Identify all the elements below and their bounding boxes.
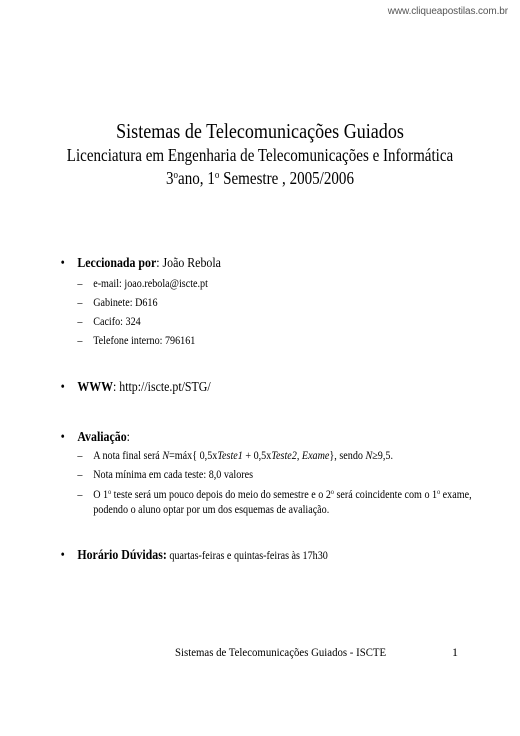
- dash-icon: –: [77, 489, 83, 501]
- lecturer-locker: [58, 313, 463, 332]
- dash-icon: –: [77, 335, 83, 347]
- semester-ordinal: o: [214, 170, 220, 182]
- formula-text: =máx{ 0,5x: [169, 450, 218, 462]
- year-mid: ano, 1: [178, 168, 215, 188]
- dash-icon: –: [77, 450, 83, 462]
- page-number: 1: [452, 645, 458, 659]
- tests-text: será coincidente com o 1: [333, 489, 438, 501]
- lecturer-section: [58, 254, 463, 351]
- evaluation-label: Avaliação: [77, 429, 127, 444]
- lecturer-office: [58, 294, 463, 313]
- office-text: Gabinete: D616: [93, 297, 158, 309]
- dash-icon: –: [77, 316, 83, 328]
- formula-text: + 0,5x: [242, 450, 272, 462]
- course-name: Licenciatura em Engenharia de Telecomunicações e Informática: [66, 145, 454, 165]
- year-number: 3: [166, 168, 174, 188]
- tests-text: exame, podendo o aluno optar por um dos esquemas de avaliação.: [93, 489, 472, 516]
- office-hours-section: [58, 546, 463, 565]
- dash-icon: –: [77, 278, 83, 290]
- dash-icon: –: [77, 469, 83, 481]
- year-semester: [36, 167, 483, 190]
- lecturer-bullet: [58, 254, 463, 272]
- www-section: [58, 378, 463, 396]
- watermark-url: www.cliqueapostilas.com.br: [387, 6, 508, 17]
- formula-var: Exame: [301, 450, 330, 462]
- office-hours-bullet: [58, 546, 463, 565]
- dash-icon: –: [77, 297, 83, 309]
- formula-text: A nota final será: [93, 450, 163, 462]
- formula-var: Teste2: [271, 450, 297, 462]
- lecturer-name: : João Rebola: [156, 255, 221, 270]
- min-grade-text: Nota mínima em cada teste: 8,0 valores: [93, 469, 254, 481]
- evaluation-section: [58, 428, 472, 518]
- slide-header: [36, 118, 483, 190]
- lecturer-label: Leccionada por: [77, 255, 157, 270]
- ordinal: o: [330, 489, 334, 497]
- office-hours-label: Horário Dúvidas:: [77, 547, 167, 562]
- lecturer-phone: [58, 332, 463, 351]
- bullet-icon: •: [60, 379, 65, 394]
- evaluation-min-grade: [58, 466, 463, 485]
- www-bullet: [58, 378, 463, 396]
- tests-text: teste será um pouco depois do meio do semestre e o 2: [111, 489, 331, 501]
- formula-var: Teste1: [217, 450, 243, 462]
- evaluation-colon: :: [126, 429, 130, 444]
- slide-title: Sistemas de Telecomunicações Guiados: [116, 119, 404, 143]
- year-ordinal: o: [173, 170, 179, 182]
- formula-text: ,: [296, 450, 302, 462]
- www-label: WWW: [77, 379, 113, 394]
- bullet-icon: •: [60, 429, 65, 444]
- lecturer-email: [58, 275, 463, 294]
- evaluation-bullet: [58, 428, 463, 446]
- formula-text: }, sendo: [329, 450, 366, 462]
- ordinal: o: [437, 489, 441, 497]
- www-link[interactable]: : http://iscte.pt/STG/: [113, 379, 211, 394]
- phone-text: Telefone interno: 796161: [93, 335, 196, 347]
- bullet-icon: •: [60, 547, 65, 562]
- tests-text: O 1: [93, 489, 109, 501]
- footer-text: Sistemas de Telecomunicações Guiados - ISCTE: [175, 645, 387, 659]
- office-hours-value: quartas-feiras e quintas-feiras às 17h30: [166, 550, 328, 562]
- evaluation-tests: [58, 488, 480, 518]
- evaluation-formula: [58, 447, 463, 466]
- semester-year: Semestre , 2005/2006: [219, 168, 354, 188]
- locker-text: Cacifo: 324: [93, 316, 141, 328]
- email-text: e-mail: joao.rebola@iscte.pt: [93, 278, 208, 290]
- formula-var: N: [162, 450, 170, 462]
- formula-text: ≥9,5.: [372, 450, 393, 462]
- bullet-icon: •: [60, 255, 65, 270]
- formula-var: N: [365, 450, 373, 462]
- ordinal: o: [108, 489, 112, 497]
